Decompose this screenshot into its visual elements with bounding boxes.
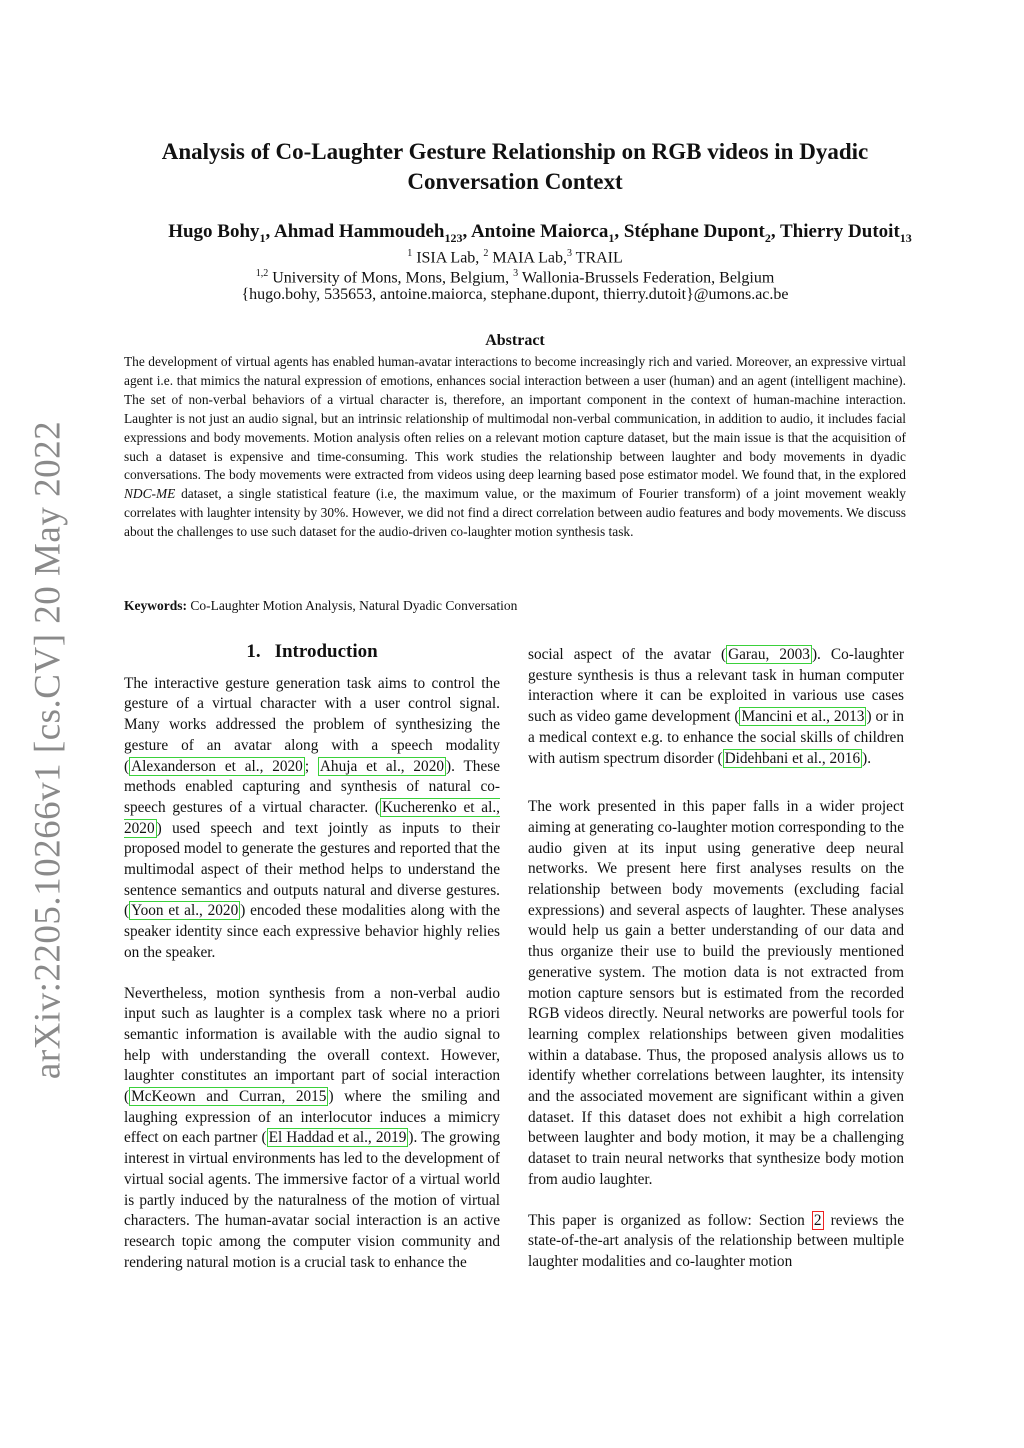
intro-paragraph-2: Nevertheless, motion synthesis from a non-verbal audio input such as laughter is a complex task where no a priori semantic information is available with the audio signal to help with understanding the overall context. However, laughter constitutes an important part of social interaction ( McKeown and Curran, 2015 ) where the smiling and laughing expression of an interlocutor induces a mimicry effect on each partner ( El Haddad et al., 2019 ). The growing interest in virtual environments has led to the development of virtual social agents. The immersive factor of a virtual world is partly induced by the naturalness of the motion of virtual characters. The human-avatar social interaction is an active research topic among the computer vision community and rendering natural motion is a crucial task to enhance the bbox=[124, 984, 500, 1271]
arxiv-sidebar-stamp bbox=[20, 420, 76, 1080]
intro-paragraph-4: The work presented in this paper falls in a wider project aiming at generating co-laughter motion corresponding to the audio given at its input using generative deep neural networks. We present here first analyses results on the relationship between body movements (excluding facial expressions) and several aspects of laughter. These analyses would help us gain a better understanding of our data and thus organize their use to build the previously mentioned generative system. The motion data is not extracted from motion capture sensors but is estimated from the recorded RGB videos directly. Neural networks are powerful tools for learning complex relationships between given modalities within a database. Thus, the proposed analysis allows us to identify whether correlations between laughter, its intensity and the associated movement are significant within a given dataset. If this dataset does not exhibit a high correlation between laughter and body motion, it may be a challenging dataset to train neural networks that synthesize body motion from audio laughter. bbox=[528, 798, 904, 1188]
citation-link[interactable]: Didehbani et al., 2016 bbox=[724, 749, 861, 767]
citation-link[interactable]: McKeown and Curran, 2015 bbox=[131, 1088, 327, 1106]
citation-link[interactable]: Mancini et al., 2013 bbox=[741, 708, 865, 726]
citation-link[interactable]: El Haddad et al., 2019 bbox=[268, 1129, 407, 1147]
abstract-heading: Abstract bbox=[485, 332, 545, 349]
intro-paragraph-1: The interactive gesture generation task aims to control the gesture of a virtual character with a user control signal. Many works addressed the problem of synthesizing the gesture of an avatar along with a speech modality ( Alexanderson et al., 2020 ; Ahuja et al., 2020 ). These methods enabled capturing and synthesis of natural co-speech gestures of a virtual character. ( Kucherenko et al., 2020 ) used speech and text jointly as inputs to their proposed model to generate the gestures and reported that the multimodal aspect of their method helps to understand the sentence semantics and outputs natural and diverse gestures. ( Yoon et al., 2020 ) encoded these modalities along with the speaker identity since each expressive behavior highly relies on the speaker. bbox=[124, 674, 500, 961]
author: Thierry Dutoit$_{13}$ bbox=[779, 221, 912, 245]
title-line-2: Conversation Context bbox=[407, 169, 623, 194]
intro-paragraph-3: social aspect of the avatar ( Garau, 2003 ). Co-laughter gesture synthesis is thus a relevant task in human computer interaction where it can be exploited in various use cases such as video game development ( Mancini et al., 2013 ) or in a medical context e.g. to enhance the social skills of children with autism spectrum disorder ( Didehbani et al., 2016 ). bbox=[528, 646, 904, 767]
author: Stéphane Dupont$_2$ bbox=[623, 221, 771, 245]
author: Antoine Maiorca$_1$ bbox=[470, 221, 615, 245]
keywords: Keywords: Co-Laughter Motion Analysis, Natural Dyadic Conversation bbox=[124, 598, 518, 613]
citation-link[interactable]: Kucherenko et al., 2020 bbox=[124, 798, 500, 837]
author: Hugo Bohy$_1$ bbox=[168, 221, 266, 245]
section-reference-link[interactable]: 2 bbox=[813, 1211, 822, 1229]
citation-link[interactable]: Ahuja et al., 2020 bbox=[319, 757, 445, 775]
title-line-1: Analysis of Co-Laughter Gesture Relationship on RGB videos in Dyadic bbox=[161, 139, 869, 164]
right-column bbox=[528, 645, 904, 1273]
arxiv-id: arXiv:2205.10266v1 [cs.CV] 20 May 2022 bbox=[27, 420, 69, 1080]
section-heading-introduction: 1. Introduction bbox=[246, 641, 378, 662]
citation-link[interactable]: Garau, 2003 bbox=[728, 646, 810, 663]
affiliation-institutions: $^{1,2}$ University of Mons, Mons, Belgium, $^3$ Wallonia-Brussels Federation, Belgium bbox=[255, 268, 775, 287]
affiliation-labs: $^1$ ISIA Lab, $^2$ MAIA Lab,$^3$ TRAIL bbox=[407, 248, 623, 267]
paper-title bbox=[124, 137, 906, 197]
author-list: Hugo Bohy$_1$, Ahmad Hammoudeh$_{123}$, Antoine Maiorca$_1$, Stéphane Dupont$_2$, Thierry Dutoit$_{13}$ bbox=[168, 221, 912, 245]
dataset-name: NDC-ME bbox=[124, 486, 176, 502]
citation-link[interactable]: Alexanderson et al., 2020 bbox=[131, 757, 303, 775]
author: Ahmad Hammoudeh$_{123}$ bbox=[274, 221, 463, 245]
author-emails: {hugo.bohy, 535653, antoine.maiorca, stephane.dupont, thierry.dutoit}@umons.ac.be bbox=[241, 286, 789, 303]
intro-paragraph-5: This paper is organized as follow: Section 2 reviews the state-of-the-art analysis of the relationship between multiple laughter modalities and co-laughter motion bbox=[528, 1211, 904, 1270]
keywords-label: Keywords: bbox=[124, 598, 187, 613]
abstract-body: The development of virtual agents has enabled human-avatar interactions to become increasingly rich and varied. Moreover, an expressive virtual agent i.e. that mimics the natural expression of emotions, enhances social interaction between a user (human) and an agent (intelligent machine). The set of non-verbal behaviors of a virtual character is, therefore, an important component in the context of human-machine interaction. Laughter is not just an audio signal, but an intrinsic relationship of multimodal non-verbal communication, in addition to audio, it includes facial expressions and body movements. Motion analysis often relies on a relevant motion capture dataset, but the main issue is that the acquisition of such a dataset is expensive and time-consuming. This work studies the relationship between laughter and body movements in dyadic conversations. The body movements were extracted from videos using deep learning based pose estimator model. We found that, in the explored NDC-ME dataset, a single statistical feature (i.e, the maximum value, or the maximum of Fourier transform) of a joint movement weakly correlates with laughter intensity by 30%. However, we did not find a direct correlation between audio features and body movements. We discuss about the challenges to use such dataset for the audio-driven co-laughter motion synthesis task. bbox=[124, 354, 906, 540]
citation-link[interactable]: Yoon et al., 2020 bbox=[131, 902, 239, 920]
left-column bbox=[124, 640, 500, 1273]
